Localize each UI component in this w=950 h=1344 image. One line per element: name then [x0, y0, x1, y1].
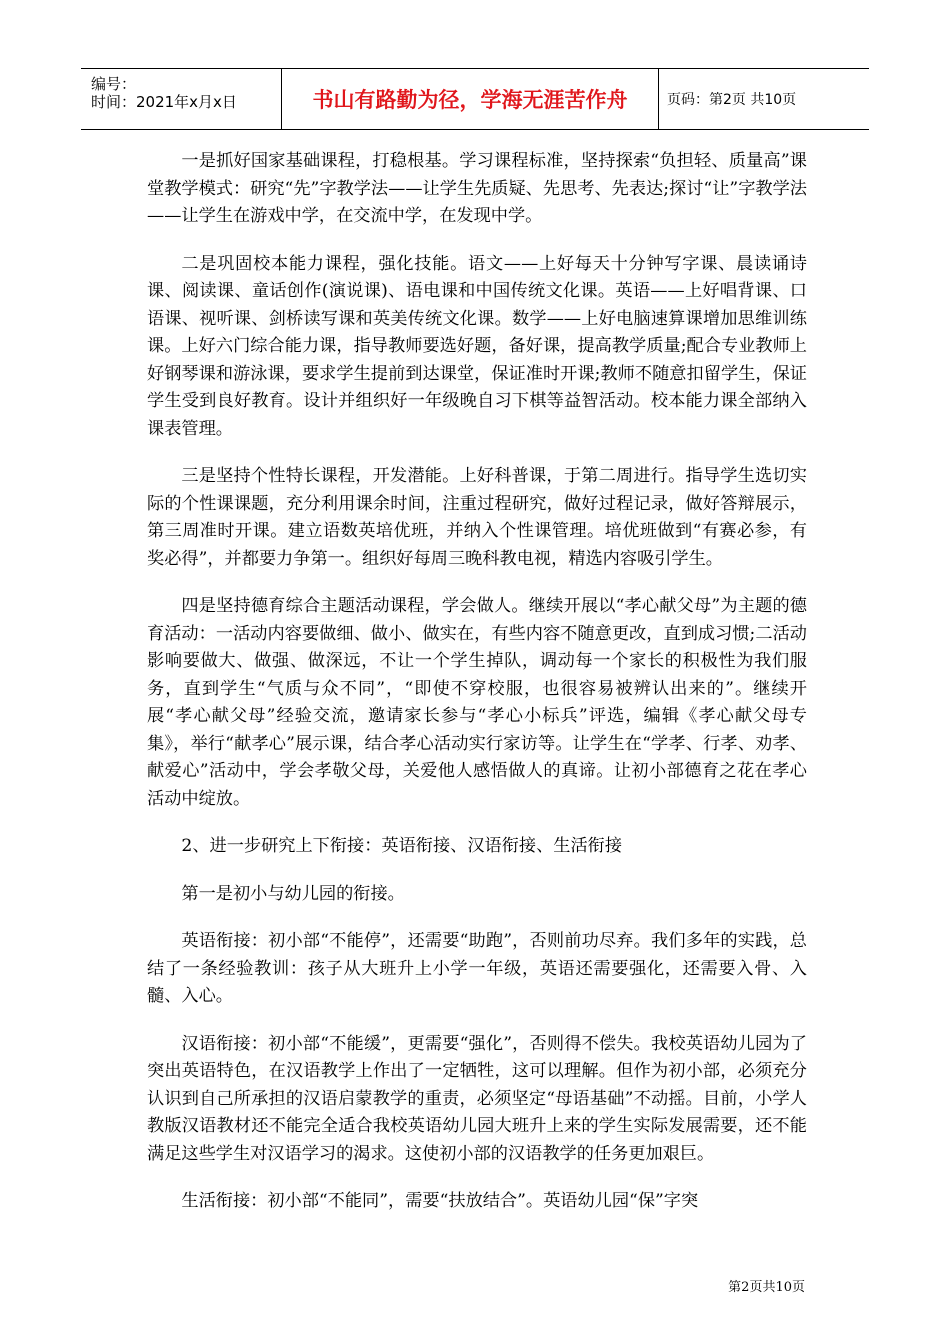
code-label: 编号：	[91, 75, 137, 93]
document-body	[147, 148, 807, 1236]
paragraph: 四是坚持德育综合主题活动课程，学会做人。继续开展以“孝心献父母”为主题的德育活动：一活动内容要做细、做小、做实在，有些内容不随意更改，直到成习惯;二活动影响要做大、做强、做深远，不让一个学生掉队，调动每一个家长的积极性为我们服务，直到学生“气质与众不同”，“即使不穿校服，也很容易被辨认出来的”。继续开展“孝心献父母”经验交流，邀请家长参与“孝心小标兵”评选，编辑《孝心献父母专集》，举行“献孝心”展示课，结合孝心活动实行家访等。让学生在“学孝、行孝、劝孝、献爱心”活动中，学会孝敬父母，关爱他人感悟做人的真谛。让初小部德育之花在孝心活动中绽放。	[147, 596, 807, 809]
paragraph: 汉语衔接：初小部“不能缓”，更需要“强化”，否则得不偿失。我校英语幼儿园为了突出英语特色，在汉语教学上作出了一定牺牲，这可以理解。但作为初小部，必须充分认识到自己所承担的汉语启蒙教学的重责，必须坚定“母语基础”不动摇。目前，小学人教版汉语教材还不能完全适合我校英语幼儿园大班升上来的学生实际发展需要，还不能满足这些学生对汉语学习的渴求。这使初小部的汉语教学的任务更加艰巨。	[147, 1033, 807, 1164]
header-page-label: 页码：第2页 共10页	[667, 92, 797, 108]
header-motto: 书山有路勤为径，学海无涯苦作舟	[282, 69, 659, 129]
header-meta	[81, 69, 282, 129]
paragraph: 生活衔接：初小部“不能同”，需要“扶放结合”。英语幼儿园“保”字突	[181, 1191, 699, 1211]
paragraph: 英语衔接：初小部“不能停”，还需要“助跑”，否则前功尽弃。我们多年的实践，总结了一条经验教训：孩子从大班升上小学一年级，英语还需要强化，还需要入骨、入髓、入心。	[147, 931, 807, 1006]
page-footer: 第2页共10页	[728, 1280, 805, 1295]
date-label: 时间：2021年x月x日	[91, 93, 237, 111]
paragraph: 第一是初小与幼儿园的衔接。	[181, 883, 405, 904]
section-heading: 2、进一步研究上下衔接：英语衔接、汉语衔接、生活衔接	[181, 836, 623, 856]
paragraph: 一是抓好国家基础课程，打稳根基。学习课程标准，坚持探索“负担轻、质量高”课堂教学模式：研究“先”字教学法——让学生先质疑、先思考、先表达;探讨“让”字教学法——让学生在游戏中学，在交流中学，在发现中学。	[147, 151, 807, 226]
paragraph: 二是巩固校本能力课程，强化技能。语文——上好每天十分钟写字课、晨读诵诗课、阅读课、童话创作(演说课)、语电课和中国传统文化课。英语——上好唱背课、口语课、视听课、剑桥读写课和英美传统文化课。数学——上好电脑速算课增加思维训练课。上好六门综合能力课，指导教师要选好题，备好课，提高教学质量;配合专业教师上好钢琴课和游泳课，要求学生提前到达课堂，保证准时开课;教师不随意扣留学生，保证学生受到良好教育。设计并组织好一年级晚自习下棋等益智活动。校本能力课全部纳入课表管理。	[147, 253, 807, 439]
paragraph: 三是坚持个性特长课程，开发潜能。上好科普课，于第二周进行。指导学生选切实际的个性课课题，充分利用课余时间，注重过程研究，做好过程记录，做好答辩展示，第三周准时开课。建立语数英培优班，并纳入个性课管理。培优班做到“有赛必参，有奖必得”，并都要力争第一。组织好每周三晚科教电视，精选内容吸引学生。	[147, 466, 807, 569]
page-header	[81, 68, 869, 130]
